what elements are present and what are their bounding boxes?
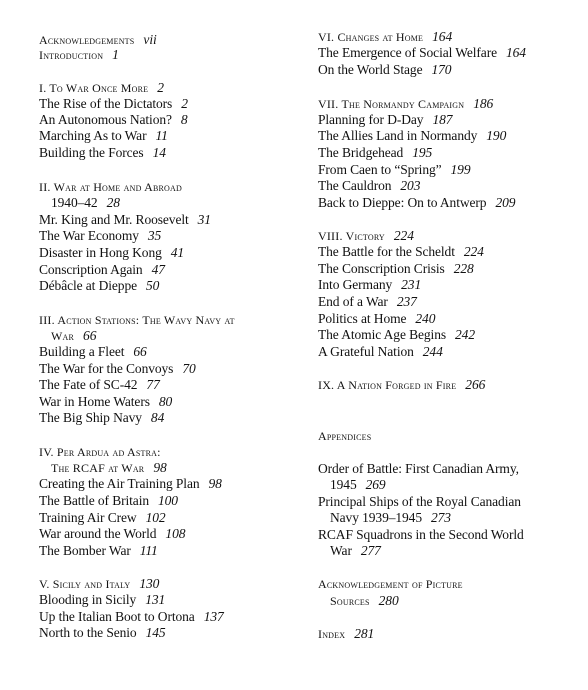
toc-page-number: 281	[354, 626, 375, 641]
toc-entry	[39, 543, 158, 559]
toc-entry-title: Order of Battle: First Canadian Army,	[318, 461, 519, 476]
toc-heading	[330, 593, 399, 609]
toc-entry-title: VIII. Victory	[318, 229, 385, 243]
toc-page-number: 28	[106, 195, 120, 210]
toc-page-number: 145	[145, 625, 166, 640]
toc-entry-title: Acknowledgements	[39, 33, 135, 47]
toc-entry-title: VII. The Normandy Campaign	[318, 97, 465, 111]
toc-entry	[39, 96, 188, 112]
toc-entry-title: VI. Changes at Home	[318, 30, 424, 44]
toc-entry-title: 1945	[330, 477, 357, 492]
toc-entry-title: The War Economy	[39, 228, 139, 243]
toc-entry	[318, 128, 506, 144]
toc-entry	[39, 262, 165, 278]
toc-entry	[39, 510, 166, 526]
toc-page-number: 277	[360, 543, 381, 558]
toc-page-number: 2	[181, 96, 188, 111]
toc-entry	[39, 344, 147, 360]
toc-page-number: vii	[143, 32, 157, 47]
toc-page-number: 190	[486, 128, 507, 143]
toc-entry	[318, 244, 484, 260]
toc-entry-title: The Conscription Crisis	[318, 261, 445, 276]
toc-entry-title: A Grateful Nation	[318, 344, 414, 359]
toc-page-number: 273	[430, 510, 451, 525]
toc-heading	[318, 377, 485, 393]
toc-page-number: 84	[150, 410, 165, 425]
toc-entry-title: The Battle of Britain	[39, 493, 149, 508]
toc-page-number: 203	[400, 178, 421, 193]
toc-entry-title: RCAF Squadrons in the Second World	[318, 527, 524, 542]
toc-heading	[39, 312, 235, 328]
toc-entry	[39, 128, 168, 144]
toc-entry	[318, 527, 524, 543]
toc-page-number: 170	[431, 62, 452, 77]
toc-entry-title: II. War at Home and Abroad	[39, 180, 182, 194]
toc-entry	[39, 212, 211, 228]
toc-page-number: 164	[505, 45, 526, 60]
toc-page-number: 80	[158, 394, 173, 409]
toc-heading	[51, 328, 96, 344]
toc-page-number: 8	[180, 112, 188, 127]
toc-entry-title: 1940–42	[51, 195, 98, 210]
toc-heading	[39, 47, 119, 63]
toc-page-number: 14	[152, 145, 166, 160]
toc-page-number: 224	[393, 228, 414, 243]
toc-entry	[318, 145, 432, 161]
toc-entry	[330, 543, 381, 559]
toc-heading	[51, 460, 167, 476]
toc-entry	[318, 327, 475, 343]
toc-entry	[318, 294, 417, 310]
toc-page-number: 266	[465, 377, 486, 392]
toc-entry	[39, 394, 172, 410]
toc-entry-title: War	[330, 543, 352, 558]
toc-page-number: 111	[139, 543, 158, 558]
toc-entry	[318, 62, 451, 78]
toc-page-number: 98	[153, 460, 167, 475]
toc-page-number: 130	[139, 576, 160, 591]
toc-page-number: 242	[455, 327, 475, 342]
toc-page-number: 50	[146, 278, 160, 293]
toc-entry	[318, 162, 470, 178]
toc-entry	[330, 477, 386, 493]
toc-entry-title: War around the World	[39, 526, 157, 541]
toc-entry-title: Conscription Again	[39, 262, 143, 277]
toc-entry	[318, 311, 435, 327]
toc-entry	[39, 361, 196, 377]
toc-entry-title: Acknowledgement of Picture	[318, 577, 463, 591]
toc-entry-title: I. To War Once More	[39, 81, 149, 95]
toc-heading	[39, 80, 164, 96]
toc-entry-title: Disaster in Hong Kong	[39, 245, 162, 260]
toc-page-number: 269	[365, 477, 386, 492]
toc-heading	[39, 576, 159, 592]
toc-heading	[318, 428, 371, 444]
toc-entry	[51, 195, 120, 211]
toc-entry	[318, 261, 474, 277]
toc-page-number: 228	[453, 261, 474, 276]
toc-entry-title: Building the Forces	[39, 145, 144, 160]
toc-entry-title: Principal Ships of the Royal Canadian	[318, 494, 521, 509]
toc-entry-title: The War for the Convoys	[39, 361, 174, 376]
toc-entry-title: Navy 1939–1945	[330, 510, 422, 525]
toc-entry	[318, 344, 443, 360]
toc-entry	[330, 510, 451, 526]
toc-entry-title: Blooding in Sicily	[39, 592, 137, 607]
toc-entry	[318, 195, 515, 211]
toc-page-number: 11	[155, 128, 168, 143]
toc-page-number: 100	[158, 493, 178, 508]
toc-entry-title: War in Home Waters	[39, 394, 150, 409]
toc-entry-title: An Autonomous Nation?	[39, 112, 172, 127]
toc-entry	[318, 45, 526, 61]
toc-entry-title: III. Action Stations: The Wavy Navy at	[39, 313, 235, 327]
toc-entry-title: The Allies Land in Normandy	[318, 128, 478, 143]
toc-entry-title: Into Germany	[318, 277, 393, 292]
toc-page-number: 199	[450, 162, 471, 177]
toc-heading	[318, 29, 452, 45]
toc-entry-title: The Cauldron	[318, 178, 392, 193]
toc-page-number: 209	[495, 195, 516, 210]
toc-entry	[39, 609, 224, 625]
toc-entry-title: Introduction	[39, 48, 104, 62]
toc-page-number: 244	[422, 344, 443, 359]
toc-heading	[39, 32, 157, 48]
toc-entry	[318, 494, 521, 510]
toc-entry-title: The Fate of SC-42	[39, 377, 138, 392]
toc-page-number: 224	[463, 244, 484, 259]
toc-page-number: 131	[145, 592, 166, 607]
toc-page-number: 240	[415, 311, 436, 326]
toc-page-number: 231	[401, 277, 422, 292]
toc-entry	[39, 476, 222, 492]
toc-entry	[318, 112, 452, 128]
toc-entry-title: The Big Ship Navy	[39, 410, 142, 425]
toc-entry-title: The Rise of the Dictators	[39, 96, 173, 111]
toc-page-number: 280	[378, 593, 399, 608]
toc-entry-title: Appendices	[318, 429, 372, 443]
toc-entry-title: The Bomber War	[39, 543, 131, 558]
toc-entry	[39, 112, 188, 128]
toc-page-number: 195	[412, 145, 433, 160]
toc-heading	[39, 444, 161, 460]
toc-page-number: 164	[432, 29, 453, 44]
toc-page-number: 1	[112, 47, 119, 62]
toc-entry	[318, 277, 421, 293]
toc-entry-title: On the World Stage	[318, 62, 423, 77]
toc-entry-title: Back to Dieppe: On to Antwerp	[318, 195, 487, 210]
toc-entry-title: Politics at Home	[318, 311, 407, 326]
toc-page-number: 66	[83, 328, 97, 343]
toc-entry-title: IX. A Nation Forged in Fire	[318, 378, 457, 392]
toc-entry-title: The Bridgehead	[318, 145, 404, 160]
toc-entry-title: From Caen to “Spring”	[318, 162, 442, 177]
toc-entry-title: The Atomic Age Begins	[318, 327, 447, 342]
toc-page-number: 186	[473, 96, 494, 111]
toc-entry-title: Building a Fleet	[39, 344, 125, 359]
toc-entry	[39, 377, 160, 393]
toc-entry	[39, 145, 166, 161]
toc-page-number: 187	[432, 112, 453, 127]
toc-page-number: 98	[208, 476, 222, 491]
toc-entry-title: Creating the Air Training Plan	[39, 476, 200, 491]
toc-entry	[39, 410, 164, 426]
toc-entry	[39, 493, 178, 509]
toc-heading	[318, 96, 493, 112]
toc-page-number: 35	[147, 228, 162, 243]
toc-entry-title: End of a War	[318, 294, 388, 309]
toc-heading	[318, 626, 374, 642]
toc-page-number: 47	[151, 262, 165, 277]
toc-entry	[39, 526, 185, 542]
toc-page-number: 31	[197, 212, 211, 227]
toc-entry-title: Débâcle at Dieppe	[39, 278, 137, 293]
toc-entry-title: Index	[318, 627, 346, 641]
toc-entry-title: The RCAF at War	[51, 461, 145, 475]
toc-entry-title: Sources	[330, 594, 370, 608]
toc-page-number: 2	[157, 80, 164, 95]
toc-heading	[318, 576, 463, 592]
toc-entry	[39, 592, 165, 608]
toc-page-number: 66	[133, 344, 147, 359]
toc-heading	[39, 179, 182, 195]
toc-entry	[39, 228, 161, 244]
toc-entry-title: Up the Italian Boot to Ortona	[39, 609, 195, 624]
toc-page-number: 108	[165, 526, 186, 541]
toc-entry	[318, 461, 519, 477]
toc-entry-title: North to the Senio	[39, 625, 137, 640]
toc-page-number: 102	[145, 510, 166, 525]
toc-entry-title: The Battle for the Scheldt	[318, 244, 455, 259]
toc-page-number: 237	[396, 294, 417, 309]
toc-entry	[39, 278, 159, 294]
toc-page-number: 70	[182, 361, 196, 376]
toc-entry-title: Training Air Crew	[39, 510, 137, 525]
toc-entry-title: Mr. King and Mr. Roosevelt	[39, 212, 189, 227]
toc-entry-title: The Emergence of Social Welfare	[318, 45, 497, 60]
toc-page-number: 137	[203, 609, 224, 624]
toc-entry-title: War	[51, 329, 75, 343]
toc-entry	[39, 625, 166, 641]
toc-entry-title: Planning for D-Day	[318, 112, 424, 127]
toc-entry-title: Marching As to War	[39, 128, 147, 143]
toc-entry	[318, 178, 420, 194]
toc-heading	[318, 228, 414, 244]
toc-entry-title: IV. Per Ardua ad Astra:	[39, 445, 161, 459]
toc-entry-title: V. Sicily and Italy	[39, 577, 131, 591]
toc-page-number: 41	[170, 245, 185, 260]
toc-entry	[39, 245, 184, 261]
toc-page-number: 77	[146, 377, 160, 392]
